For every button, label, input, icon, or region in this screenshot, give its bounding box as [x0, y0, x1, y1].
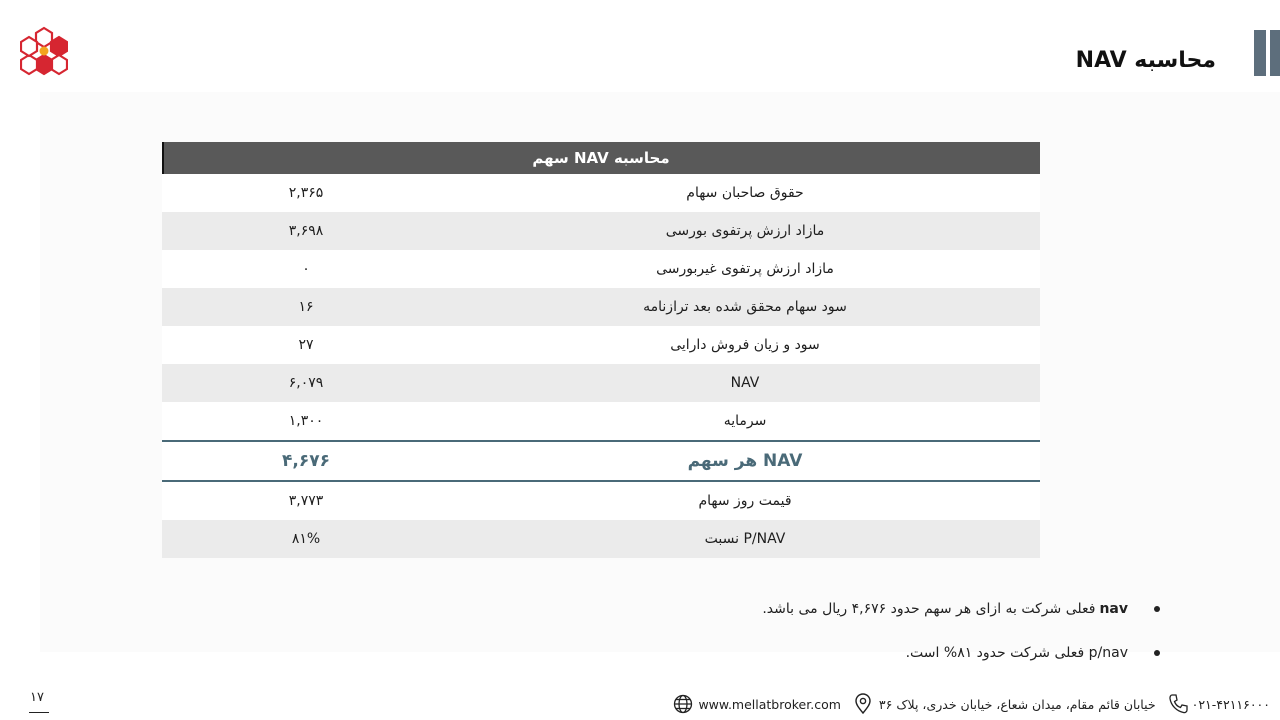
website-text[interactable]: www.mellatbroker.com: [698, 696, 841, 712]
row-label: سود سهام محقق شده بعد ترازنامه: [450, 288, 1040, 326]
table-row: [162, 402, 1040, 441]
row-value: ۶,۰۷۹: [162, 364, 450, 402]
footer-address: [853, 693, 1156, 715]
row-label: NAV: [450, 364, 1040, 402]
title-accent-bar: [1254, 30, 1266, 76]
page-number: ۱۷: [30, 690, 44, 705]
phone-icon: [1168, 693, 1188, 715]
row-value: ۱۶: [162, 288, 450, 326]
row-label: سود و زیان فروش دارایی: [450, 326, 1040, 364]
address-text: خیابان قائم مقام، میدان شعاع، خیابان خدری، پلاک ۳۶: [878, 696, 1156, 712]
bullet-text: فعلی شرکت به ازای هر سهم حدود ۴,۶۷۶ ریال می باشد.: [762, 601, 1096, 617]
row-value: ۱,۳۰۰: [162, 402, 450, 441]
location-pin-icon: [853, 693, 873, 715]
page-title: محاسبه NAV: [1075, 48, 1216, 73]
row-value: ۳,۶۹۸: [162, 212, 450, 250]
table-row-highlight: [162, 441, 1040, 481]
row-value: ۰: [162, 250, 450, 288]
globe-icon: [673, 694, 693, 714]
row-label: مازاد ارزش پرتفوی غیربورسی: [450, 250, 1040, 288]
nav-calculation-table: [162, 142, 1040, 558]
table-row: [162, 250, 1040, 288]
table-row: [162, 288, 1040, 326]
bullet-item: [762, 598, 1160, 620]
table-header-edge: [162, 142, 164, 174]
table-row: [162, 364, 1040, 402]
row-label: حقوق صاحبان سهام: [450, 174, 1040, 212]
row-value: ۲,۳۶۵: [162, 174, 450, 212]
bullet-item: [762, 642, 1160, 664]
bullet-dot-icon: [1154, 606, 1160, 612]
phone-text: ۰۲۱-۴۲۱۱۶۰۰۰: [1191, 696, 1270, 712]
footer-phone: [1168, 693, 1270, 715]
summary-bullets: [762, 598, 1160, 686]
table-row: [162, 481, 1040, 520]
row-label: مازاد ارزش پرتفوی بورسی: [450, 212, 1040, 250]
table-row: [162, 326, 1040, 364]
row-label: قیمت روز سهام: [450, 481, 1040, 520]
footer-website[interactable]: [673, 694, 840, 714]
row-label: P/NAV نسبت: [450, 520, 1040, 558]
table-row: [162, 174, 1040, 212]
bullet-dot-icon: [1154, 650, 1160, 656]
table-row: [162, 212, 1040, 250]
row-value: ۳,۷۷۳: [162, 481, 450, 520]
row-value: ۲۷: [162, 326, 450, 364]
row-label: NAV هر سهم: [450, 441, 1040, 481]
table-row: [162, 520, 1040, 558]
table-header: محاسبه NAV سهم: [162, 142, 1040, 174]
bullet-bold-term: nav: [1099, 601, 1128, 617]
company-logo: [20, 26, 68, 76]
row-value: ۴,۶۷۶: [162, 441, 450, 481]
page-number-underline: [29, 712, 49, 713]
footer: [658, 692, 1270, 716]
bullet-text: p/nav فعلی شرکت حدود ۸۱% است.: [905, 645, 1128, 661]
row-value: ۸۱%: [162, 520, 450, 558]
title-accent-bar-secondary: [1270, 30, 1280, 76]
row-label: سرمایه: [450, 402, 1040, 441]
